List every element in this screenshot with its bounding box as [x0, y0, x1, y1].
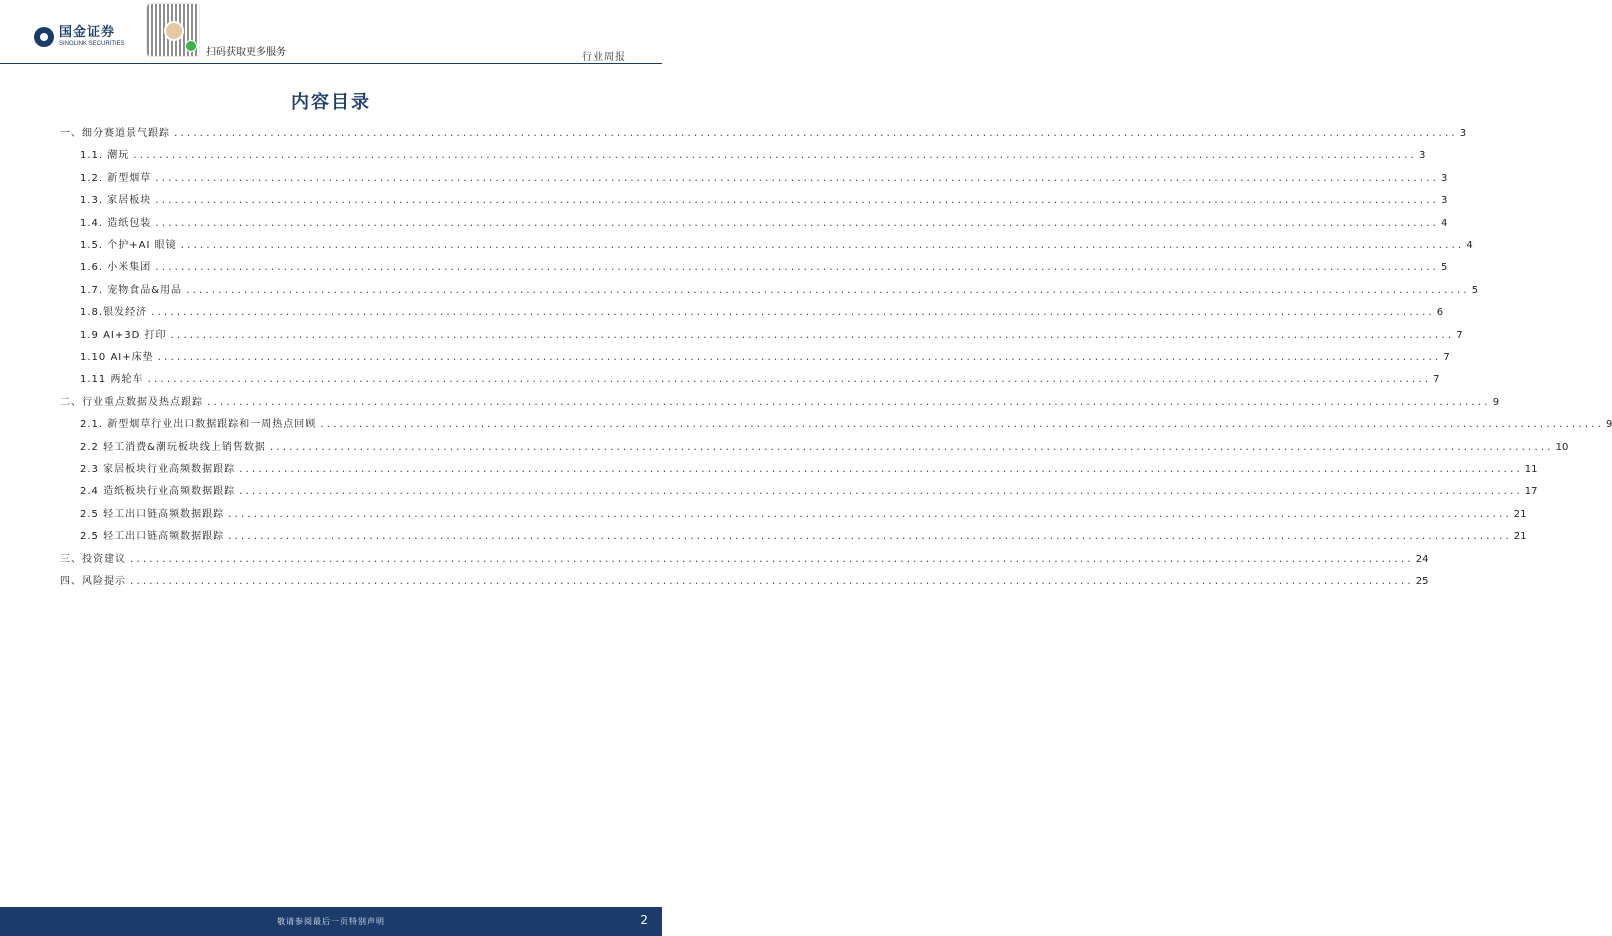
toc-entry-page: 17 — [1524, 486, 1538, 498]
toc-entry-page: 6 — [1436, 307, 1444, 319]
report-type-label: 行业周报 — [582, 52, 626, 63]
toc-entry[interactable] — [60, 572, 1429, 587]
toc-entry[interactable] — [80, 326, 1463, 341]
toc-entry-page: 10 — [1555, 441, 1569, 453]
toc-entry-title: 1.8.银发经济 — [80, 307, 148, 319]
toc-entry-title: 1.11 两轮车 — [80, 374, 144, 386]
toc-entry[interactable] — [80, 281, 1479, 296]
toc-entry-page: 5 — [1471, 284, 1479, 296]
toc-entry[interactable] — [80, 214, 1448, 229]
toc-entry-page: 11 — [1524, 464, 1538, 475]
toc-dot-leader: ........................................................................................................................................................................................................ — [319, 420, 1603, 431]
toc-dot-leader: ........................................................................................................................................................................................................ — [206, 397, 1490, 408]
toc-entry-title: 1.10 AI+床垫 — [80, 352, 154, 363]
page-footer — [0, 907, 662, 936]
toc-entry[interactable] — [80, 303, 1444, 319]
toc-entry[interactable] — [80, 460, 1538, 475]
toc-entry[interactable] — [80, 146, 1426, 162]
toc-dot-leader: ........................................................................................................................................................................................................ — [268, 442, 1553, 453]
logo-name-cn: 国金证券 — [59, 25, 116, 40]
toc-dot-leader: ........................................................................................................................................................................................................ — [169, 330, 1454, 341]
toc-dot-leader: ........................................................................................................................................................................................................ — [179, 241, 1464, 251]
toc-entry[interactable] — [80, 505, 1527, 520]
toc-dot-leader: ........................................................................................................................................................................................................ — [156, 353, 1441, 363]
toc-entry-page: 5 — [1440, 262, 1448, 274]
toc-entry-page: 7 — [1443, 352, 1450, 363]
toc-entry-title: 三、投资建议 — [60, 553, 126, 565]
toc-dot-leader: ........................................................................................................................................................................................................ — [227, 532, 1511, 543]
toc-dot-leader: ........................................................................................................................................................................................................ — [154, 218, 1438, 229]
toc-entry-title: 2.5 轻工出口链高频数据跟踪 — [80, 531, 225, 543]
toc-entry-page: 25 — [1415, 576, 1429, 587]
toc-entry[interactable] — [60, 550, 1429, 565]
header-divider — [0, 63, 662, 64]
toc-entry[interactable] — [80, 482, 1538, 498]
toc-entry[interactable] — [80, 191, 1448, 207]
toc-entry-page: 3 — [1440, 195, 1448, 207]
toc-entry-title: 2.1. 新型烟草行业出口数据跟踪和一周热点回顾 — [80, 419, 317, 431]
toc-entry-title: 1.2. 新型烟草 — [80, 172, 152, 184]
toc-dot-leader: ........................................................................................................................................................................................................ — [129, 577, 1413, 587]
toc-title: 内容目录 — [291, 92, 371, 113]
toc-entry[interactable] — [80, 370, 1440, 386]
toc-entry-title: 1.6. 小米集团 — [80, 262, 152, 274]
toc-entry[interactable] — [80, 438, 1569, 453]
toc-entry[interactable] — [80, 415, 1612, 431]
toc-entry-page: 9 — [1605, 419, 1612, 431]
toc-dot-leader: ........................................................................................................................................................................................................ — [132, 151, 1416, 162]
toc-entry-title: 1.1. 潮玩 — [80, 150, 130, 162]
toc-entry[interactable] — [60, 124, 1467, 139]
page-header — [0, 0, 662, 64]
toc-dot-leader: ........................................................................................................................................................................................................ — [150, 308, 1434, 319]
toc-entry-page: 4 — [1466, 240, 1473, 251]
toc-entry-page: 3 — [1418, 150, 1426, 162]
toc-entry[interactable] — [80, 236, 1473, 251]
toc-dot-leader: ........................................................................................................................................................................................................ — [154, 196, 1438, 207]
logo-icon — [34, 27, 54, 47]
toc-entry-page: 7 — [1456, 329, 1463, 341]
toc-entry-page: 24 — [1415, 553, 1429, 565]
toc-entry-title: 1.3. 家居板块 — [80, 195, 152, 207]
toc-entry-title: 2.3 家居板块行业高频数据跟踪 — [80, 464, 236, 475]
toc-entry-page: 9 — [1492, 396, 1500, 408]
toc-entry[interactable] — [80, 169, 1448, 184]
toc-entry-title: 四、风险提示 — [60, 576, 126, 587]
toc-dot-leader: ........................................................................................................................................................................................................ — [227, 509, 1511, 520]
toc-dot-leader: ........................................................................................................................................................................................................ — [154, 173, 1438, 184]
toc-entry-title: 1.4. 造纸包装 — [80, 217, 152, 229]
toc-entry[interactable] — [80, 348, 1450, 363]
toc-dot-leader: ........................................................................................................................................................................................................ — [173, 129, 1457, 139]
toc-entry-page: 4 — [1440, 217, 1448, 229]
qr-center-badge-icon — [164, 21, 184, 41]
toc-dot-leader: ........................................................................................................................................................................................................ — [146, 375, 1431, 386]
toc-entry-title: 一、细分赛道景气跟踪 — [60, 128, 170, 139]
toc-dot-leader: ........................................................................................................................................................................................................ — [129, 554, 1413, 565]
toc-entry-page: 21 — [1513, 531, 1527, 543]
toc-entry-title: 1.9 AI+3D 打印 — [80, 329, 167, 341]
wechat-icon — [185, 40, 197, 52]
toc-entry-title: 1.7. 宠物食品&用品 — [80, 284, 183, 296]
toc-entry[interactable] — [80, 258, 1448, 274]
footer-disclaimer: 敬请参阅最后一页特别声明 — [277, 917, 385, 926]
logo-name-en: SINOLINK SECURITIES — [59, 41, 125, 47]
company-logo — [34, 26, 125, 47]
toc-entry-page: 3 — [1440, 172, 1448, 184]
toc-dot-leader: ........................................................................................................................................................................................................ — [154, 263, 1438, 274]
toc-dot-leader: ........................................................................................................................................................................................................ — [238, 487, 1522, 498]
toc-dot-leader: ........................................................................................................................................................................................................ — [238, 465, 1522, 475]
toc-entry-title: 2.2 轻工消费&潮玩板块线上销售数据 — [80, 441, 266, 453]
toc-entry-page: 21 — [1513, 508, 1527, 520]
toc-entry-title: 二、行业重点数据及热点跟踪 — [60, 396, 203, 408]
toc-dot-leader: ........................................................................................................................................................................................................ — [185, 285, 1469, 296]
toc-entry[interactable] — [60, 393, 1500, 408]
toc-entry[interactable] — [80, 527, 1527, 543]
qr-caption: 扫码获取更多服务 — [206, 47, 286, 58]
page-number: 2 — [640, 913, 648, 927]
toc-entry-page: 3 — [1459, 128, 1467, 139]
toc-entry-title: 2.5 轻工出口链高频数据跟踪 — [80, 508, 225, 520]
toc-entry-title: 1.5. 个护+AI 眼镜 — [80, 240, 177, 251]
toc-entry-page: 7 — [1433, 374, 1440, 386]
toc-entry-title: 2.4 造纸板块行业高频数据跟踪 — [80, 486, 236, 498]
